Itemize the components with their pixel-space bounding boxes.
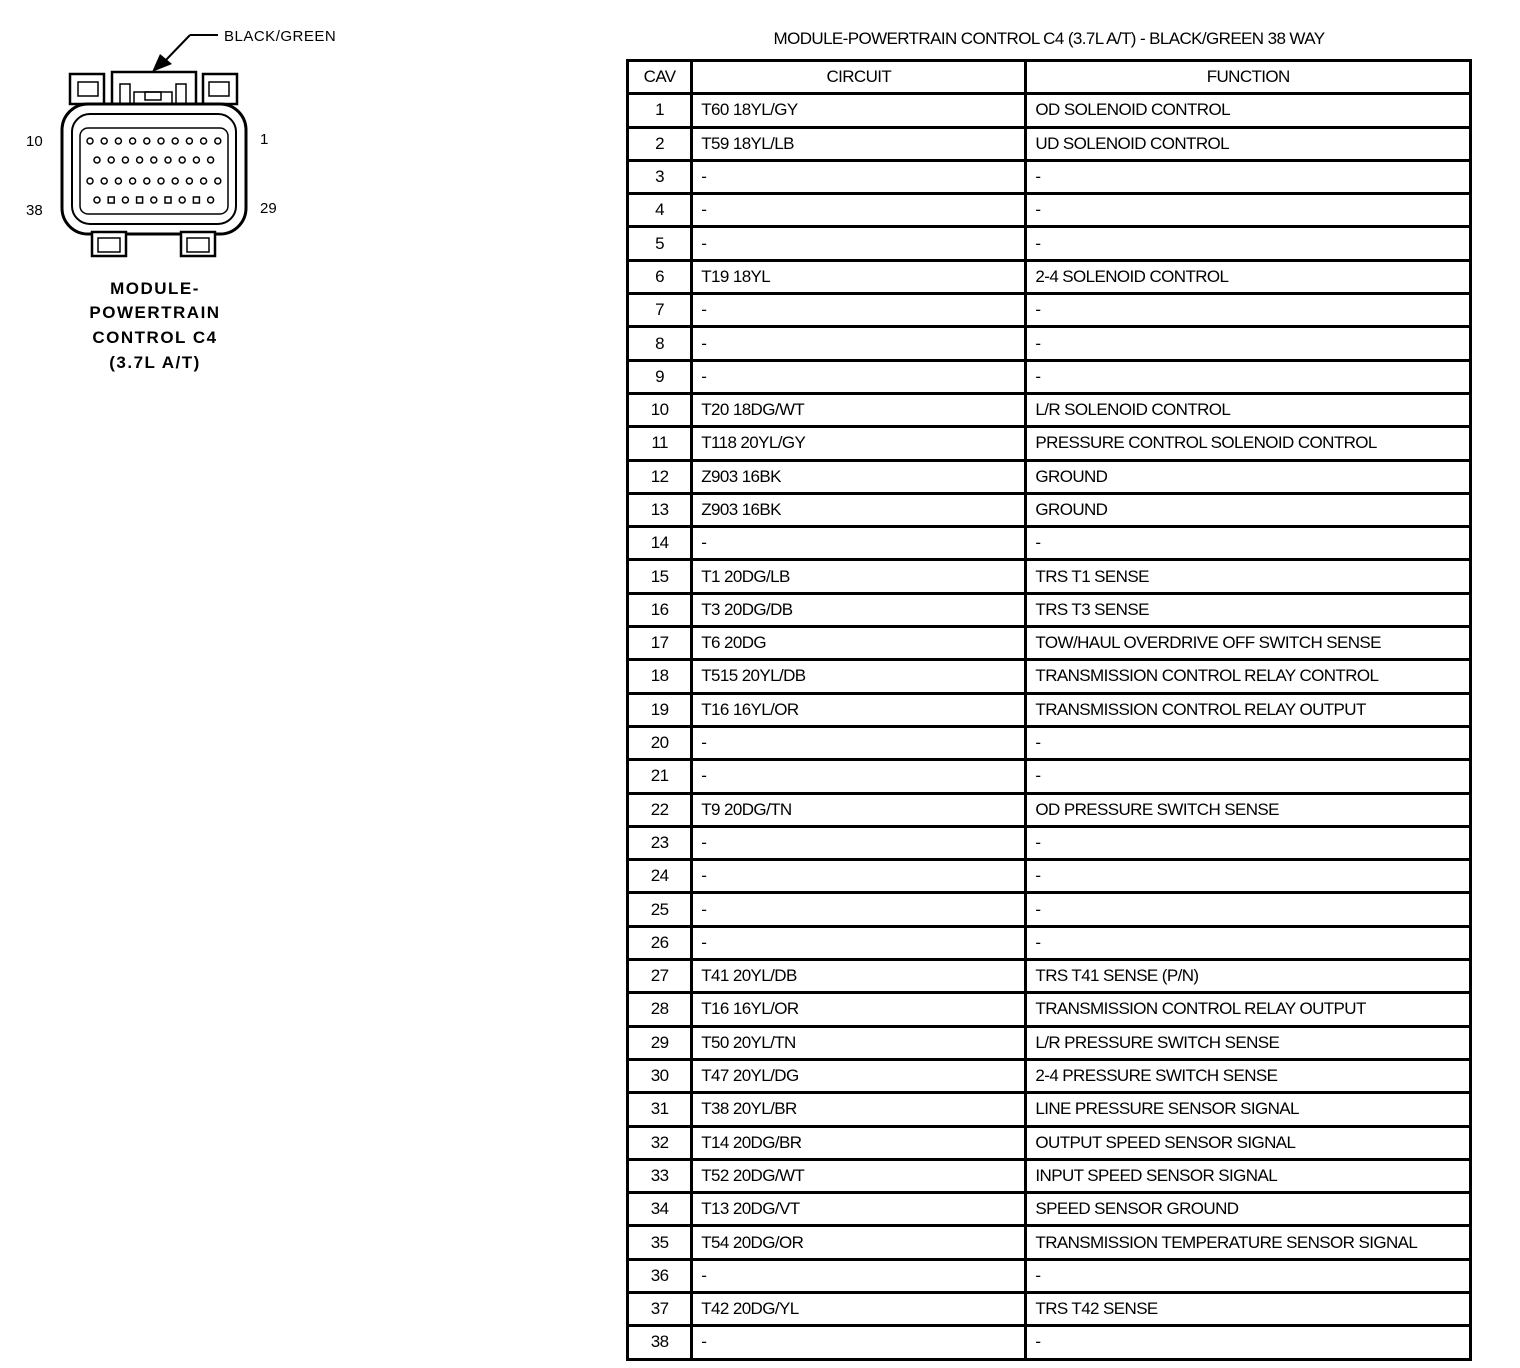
function-cell: 2-4 SOLENOID CONTROL [1026,260,1471,293]
function-cell: - [1026,327,1471,360]
circuit-cell: Z903 16BK [692,493,1026,526]
cav-cell: 37 [628,1292,692,1325]
table-row [628,693,1471,726]
function-cell: LINE PRESSURE SENSOR SIGNAL [1026,1093,1471,1126]
function-cell: - [1026,227,1471,260]
table-row [628,1326,1471,1359]
table-row [628,660,1471,693]
table-row [628,1126,1471,1159]
table-row [628,393,1471,426]
cav-cell: 22 [628,793,692,826]
circuit-cell: T6 20DG [692,627,1026,660]
cav-cell: 1 [628,94,692,127]
connector-caption-line-2: POWERTRAIN [89,303,221,322]
circuit-cell: - [692,1259,1026,1292]
function-cell: TRANSMISSION CONTROL RELAY OUTPUT [1026,993,1471,1026]
cav-cell: 15 [628,560,692,593]
connector-caption-line-4: (3.7L A/T) [109,353,201,372]
circuit-cell: T1 20DG/LB [692,560,1026,593]
function-cell: - [1026,860,1471,893]
table-row [628,527,1471,560]
circuit-cell: Z903 16BK [692,460,1026,493]
table-row [628,893,1471,926]
function-cell: - [1026,726,1471,759]
table-row [628,160,1471,193]
cav-cell: 3 [628,160,692,193]
table-row [628,94,1471,127]
table-row [628,726,1471,759]
header-function: FUNCTION [1026,61,1471,94]
cav-cell: 8 [628,327,692,360]
pin-number-bottom-left: 38 [26,202,43,219]
header-circuit: CIRCUIT [692,61,1026,94]
function-cell: UD SOLENOID CONTROL [1026,127,1471,160]
connector-caption-line-3: CONTROL C4 [92,328,218,347]
circuit-cell: T52 20DG/WT [692,1159,1026,1192]
circuit-cell: T54 20DG/OR [692,1226,1026,1259]
function-cell: - [1026,760,1471,793]
circuit-cell: - [692,893,1026,926]
table-row [628,227,1471,260]
table-row [628,294,1471,327]
circuit-cell: T3 20DG/DB [692,593,1026,626]
function-cell: - [1026,893,1471,926]
connector-caption-line-1: MODULE- [110,279,200,298]
table-row [628,1226,1471,1259]
cav-cell: 34 [628,1193,692,1226]
circuit-cell: - [692,194,1026,227]
pin-number-top-right: 1 [260,131,269,148]
circuit-cell: T16 16YL/OR [692,993,1026,1026]
table-row [628,493,1471,526]
circuit-cell: - [692,1326,1026,1359]
cav-cell: 12 [628,460,692,493]
table-row [628,760,1471,793]
circuit-cell: - [692,294,1026,327]
table-row [628,560,1471,593]
connector-body [62,72,246,256]
circuit-cell: - [692,760,1026,793]
function-cell: OD PRESSURE SWITCH SENSE [1026,793,1471,826]
cav-cell: 20 [628,726,692,759]
pinout-table-body [628,94,1471,1359]
table-row [628,860,1471,893]
cav-cell: 25 [628,893,692,926]
cav-cell: 7 [628,294,692,327]
connector-diagram [0,0,420,400]
cav-cell: 23 [628,826,692,859]
function-cell: 2-4 PRESSURE SWITCH SENSE [1026,1059,1471,1092]
cav-cell: 27 [628,960,692,993]
table-row [628,993,1471,1026]
function-cell: SPEED SENSOR GROUND [1026,1193,1471,1226]
function-cell: - [1026,1259,1471,1292]
function-cell: L/R PRESSURE SWITCH SENSE [1026,1026,1471,1059]
cav-cell: 29 [628,1026,692,1059]
cav-cell: 11 [628,427,692,460]
function-cell: TRANSMISSION CONTROL RELAY CONTROL [1026,660,1471,693]
callout-arrow [152,35,218,72]
cav-cell: 17 [628,627,692,660]
cav-cell: 2 [628,127,692,160]
function-cell: OUTPUT SPEED SENSOR SIGNAL [1026,1126,1471,1159]
pin-number-bottom-right: 29 [260,200,277,217]
circuit-cell: T515 20YL/DB [692,660,1026,693]
function-cell: TRS T3 SENSE [1026,593,1471,626]
circuit-cell: T118 20YL/GY [692,427,1026,460]
cav-cell: 18 [628,660,692,693]
circuit-cell: T13 20DG/VT [692,1193,1026,1226]
function-cell: INPUT SPEED SENSOR SIGNAL [1026,1159,1471,1192]
table-row [628,127,1471,160]
function-cell: - [1026,294,1471,327]
cav-cell: 16 [628,593,692,626]
function-cell: - [1026,1326,1471,1359]
table-row [628,194,1471,227]
function-cell: L/R SOLENOID CONTROL [1026,393,1471,426]
cav-cell: 5 [628,227,692,260]
table-row [628,627,1471,660]
cav-cell: 36 [628,1259,692,1292]
circuit-cell: T9 20DG/TN [692,793,1026,826]
cav-cell: 21 [628,760,692,793]
function-cell: GROUND [1026,493,1471,526]
cav-cell: 32 [628,1126,692,1159]
function-cell: - [1026,160,1471,193]
circuit-cell: - [692,160,1026,193]
function-cell: TRANSMISSION CONTROL RELAY OUTPUT [1026,693,1471,726]
table-row [628,460,1471,493]
function-cell: GROUND [1026,460,1471,493]
table-row [628,427,1471,460]
circuit-cell: T50 20YL/TN [692,1026,1026,1059]
table-row [628,1292,1471,1325]
function-cell: PRESSURE CONTROL SOLENOID CONTROL [1026,427,1471,460]
function-cell: TRS T1 SENSE [1026,560,1471,593]
cav-cell: 28 [628,993,692,1026]
cav-cell: 4 [628,194,692,227]
table-row [628,1059,1471,1092]
circuit-cell: - [692,327,1026,360]
function-cell: OD SOLENOID CONTROL [1026,94,1471,127]
table-row [628,793,1471,826]
table-row [628,926,1471,959]
function-cell: TRANSMISSION TEMPERATURE SENSOR SIGNAL [1026,1226,1471,1259]
cav-cell: 30 [628,1059,692,1092]
table-title: MODULE-POWERTRAIN CONTROL C4 (3.7L A/T) - BLACK/GREEN 38 WAY [773,29,1325,48]
function-cell: - [1026,194,1471,227]
circuit-cell: - [692,227,1026,260]
function-cell: - [1026,826,1471,859]
circuit-cell: T19 18YL [692,260,1026,293]
circuit-cell: T14 20DG/BR [692,1126,1026,1159]
table-row [628,327,1471,360]
table-row [628,1159,1471,1192]
table-row [628,1026,1471,1059]
circuit-cell: - [692,826,1026,859]
function-cell: TRS T41 SENSE (P/N) [1026,960,1471,993]
header-cav: CAV [628,61,692,94]
table-row [628,1093,1471,1126]
circuit-cell: T42 20DG/YL [692,1292,1026,1325]
cav-cell: 14 [628,527,692,560]
circuit-cell: - [692,726,1026,759]
function-cell: TOW/HAUL OVERDRIVE OFF SWITCH SENSE [1026,627,1471,660]
circuit-cell: - [692,926,1026,959]
cav-cell: 6 [628,260,692,293]
cav-cell: 9 [628,360,692,393]
table-row [628,260,1471,293]
function-cell: - [1026,527,1471,560]
table-row [628,1259,1471,1292]
circuit-cell: T20 18DG/WT [692,393,1026,426]
cav-cell: 38 [628,1326,692,1359]
circuit-cell: T16 16YL/OR [692,693,1026,726]
circuit-cell: T47 20YL/DG [692,1059,1026,1092]
table-row [628,360,1471,393]
function-cell: - [1026,926,1471,959]
circuit-cell: - [692,360,1026,393]
cav-cell: 13 [628,493,692,526]
circuit-cell: - [692,527,1026,560]
cav-cell: 26 [628,926,692,959]
circuit-cell: - [692,860,1026,893]
circuit-cell: T60 18YL/GY [692,94,1026,127]
cav-cell: 33 [628,1159,692,1192]
function-cell: TRS T42 SENSE [1026,1292,1471,1325]
table-row [628,826,1471,859]
circuit-cell: T38 20YL/BR [692,1093,1026,1126]
table-row [628,593,1471,626]
circuit-cell: T41 20YL/DB [692,960,1026,993]
table-row [628,1193,1471,1226]
circuit-cell: T59 18YL/LB [692,127,1026,160]
function-cell: - [1026,360,1471,393]
connector-color-label: BLACK/GREEN [224,28,337,45]
pin-number-top-left: 10 [26,133,43,150]
cav-cell: 31 [628,1093,692,1126]
table-header-row [628,61,1471,94]
cav-cell: 19 [628,693,692,726]
cav-cell: 10 [628,393,692,426]
pinout-table [626,59,1472,1361]
table-row [628,960,1471,993]
cav-cell: 24 [628,860,692,893]
cav-cell: 35 [628,1226,692,1259]
